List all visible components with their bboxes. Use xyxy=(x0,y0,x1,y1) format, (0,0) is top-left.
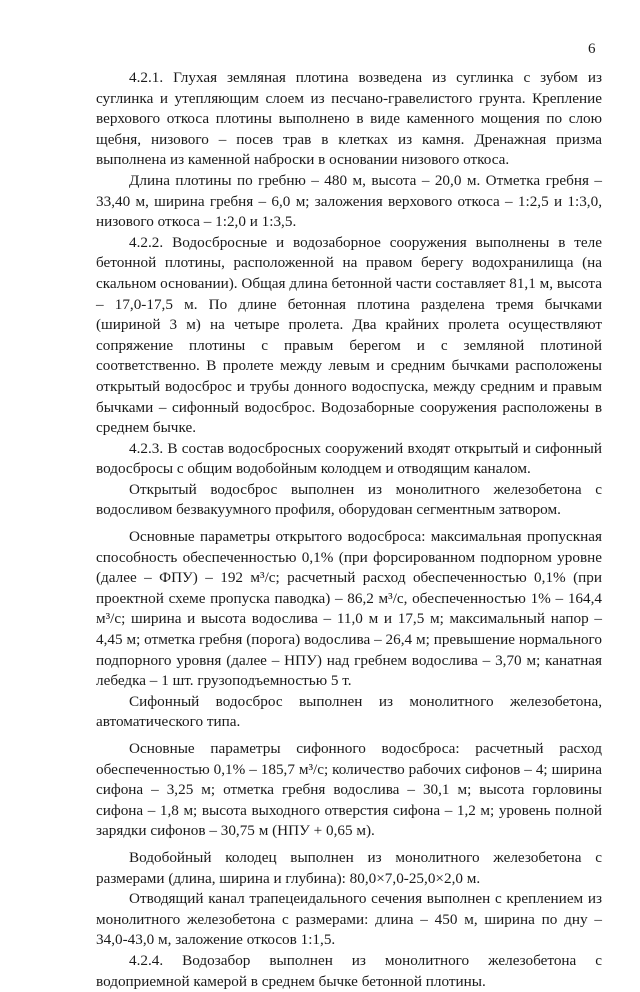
paragraph-dam-dimensions: Длина плотины по гребню – 480 м, высота – 20,0 м. Отметка гребня – 33,40 м, ширина гребня – 6,0 м; заложения верхового откоса – 1:2,5 и 1:3,0, низового откоса – 1:2,0 и 1:3,5. xyxy=(96,171,602,231)
paragraph-4-2-4: 4.2.4. Водозабор выполнен из монолитного железобетона с водоприемной камерой в среднем бычке бетонной плотины. xyxy=(96,951,602,990)
paragraph-siphon-spillway: Сифонный водосброс выполнен из монолитного железобетона, автоматического типа. xyxy=(96,692,602,731)
paragraph-open-spillway: Открытый водосброс выполнен из монолитного железобетона с водосливом безвакуумного профиля, оборудован сегментным затвором. xyxy=(96,480,602,519)
paragraph-4-2-2: 4.2.2. Водосбросные и водозаборное сооружения выполнены в теле бетонной плотины, расположенной на правом берегу водохранилища (на скальном основании). Общая длина бетонной части составляет 81,1 м, высота – 17,0-17,5 м. По длине бетонная плотина разделена тремя бычками (шириной 3 м) на четыре пролета. Два крайних пролета осуществляют сопряжение плотины с правым берегом и с земляной плотиной соответственно. В пролете между левым и средним бычками расположены открытый водосброс и трубы донного водоспуска, между средним и правым бычками – сифонный водосброс. Водозаборные сооружения расположены в среднем бычке. xyxy=(96,233,602,437)
paragraph-siphon-spillway-params: Основные параметры сифонного водосброса: расчетный расход обеспеченностью 0,1% – 185,7 м³/с; количество рабочих сифонов – 4; ширина сифона – 3,25 м; отметка гребня водослива – 30,1 м; высота горловины сифона – 1,8 м; высота выходного отверстия сифона – 1,2 м; уровень полной зарядки сифонов – 30,75 м (НПУ + 0,65 м). xyxy=(96,740,602,840)
paragraph-4-2-1: 4.2.1. Глухая земляная плотина возведена из суглинка с зубом из суглинка и утепляющим слоем из песчано-гравелистого грунта. Крепление верхового откоса плотины выполнено в виде каменного мощения по слою щебня, низового – посев трав в клетках из камня. Дренажная призма выполнена из каменной наброски в основании низового откоса. xyxy=(96,69,602,169)
document-body xyxy=(96,68,602,992)
paragraph-outlet-channel: Отводящий канал трапецеидального сечения выполнен с креплением из монолитного железобетона с размерами: длина – 450 м, ширина по дну – 34,0-43,0 м, заложение откосов 1:1,5. xyxy=(96,890,602,949)
paragraph-stilling-basin: Водобойный колодец выполнен из монолитного железобетона с размерами (длина, ширина и глубина): 80,0×7,0-25,0×2,0 м. xyxy=(96,848,602,887)
paragraph-4-2-3: 4.2.3. В состав водосбросных сооружений входят открытый и сифонный водосбросы с общим водобойным колодцем и отводящим каналом. xyxy=(96,439,602,478)
paragraph-open-spillway-params: Основные параметры открытого водосброса: максимальная пропускная способность обеспеченностью 0,1% (при форсированном подпорном уровне (далее – ФПУ) – 192 м³/с; расчетный расход обеспеченностью 0,1% (при проектной схеме пропуска паводка) – 86,2 м³/с, обеспеченностью 1% – 164,4 м³/с; ширина и высота водослива – 11,0 м и 17,5 м; максимальный напор – 4,45 м; отметка гребня (порога) водослива – 26,4 м; превышение нормального подпорного уровня (далее – НПУ) над гребнем водослива – 3,70 м; канатная лебедка – 1 шт. грузоподъемностью 5 т. xyxy=(96,528,602,690)
page-number: 6 xyxy=(588,41,596,57)
